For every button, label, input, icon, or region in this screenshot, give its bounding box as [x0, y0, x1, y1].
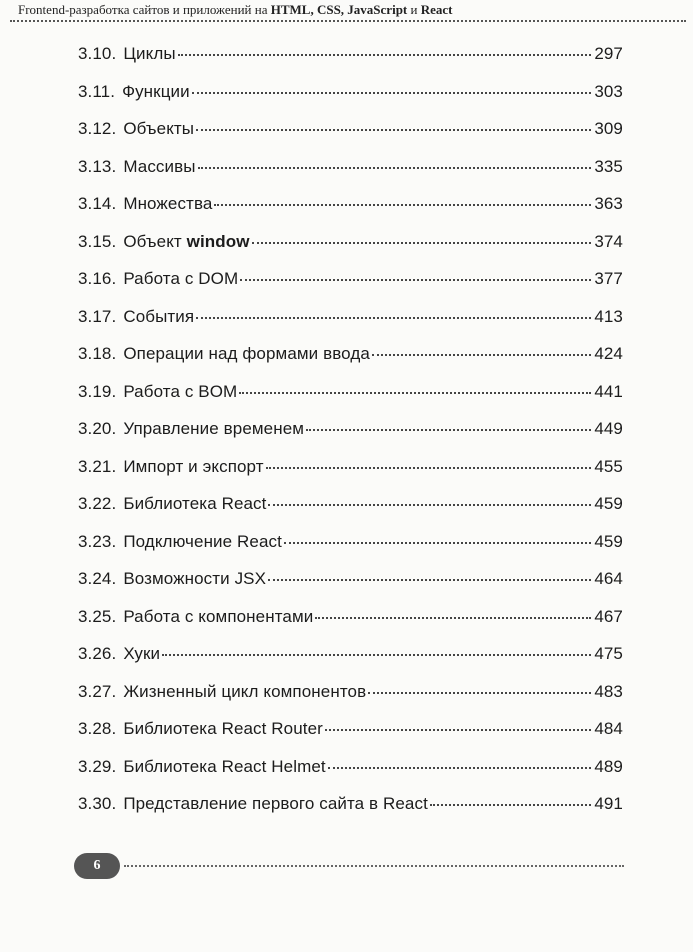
- toc-entry: [78, 344, 623, 382]
- toc-number: 3.15.: [78, 231, 117, 251]
- toc-number: 3.13.: [78, 156, 117, 176]
- book-title-bold: HTML, CSS, JavaScript: [270, 2, 408, 17]
- toc-title: Жизненный цикл компонентов: [123, 681, 367, 701]
- toc-title: Импорт и экспорт: [123, 456, 264, 476]
- toc-title-text: Объект: [123, 231, 187, 251]
- toc-entry: [78, 757, 623, 795]
- header-dotted-rule: [10, 20, 686, 22]
- toc-number: 3.30.: [78, 794, 117, 813]
- toc-title: Возможности JSX: [123, 569, 267, 588]
- toc-number: 3.14.: [78, 194, 117, 213]
- toc-number: 3.20.: [78, 419, 117, 438]
- toc-entry: [78, 194, 623, 232]
- toc-number: 3.12.: [78, 119, 117, 138]
- toc-number: 3.29.: [78, 756, 117, 776]
- toc-title: [123, 232, 249, 252]
- toc-title: Библиотека React: [123, 494, 267, 513]
- toc-entry: [78, 607, 623, 645]
- toc-title-bold: window: [186, 231, 250, 251]
- toc-page-number: 489: [594, 756, 623, 776]
- toc-page-number: 413: [594, 306, 623, 326]
- book-title: [18, 2, 452, 18]
- toc-leader-dots: [268, 504, 591, 506]
- toc-leader-dots: [178, 54, 592, 56]
- toc-leader-dots: [252, 242, 592, 244]
- toc-number: 3.16.: [78, 269, 117, 288]
- toc-number: 3.25.: [78, 606, 117, 626]
- toc-leader-dots: [162, 654, 591, 656]
- running-header: [0, 0, 693, 22]
- toc-page-number: 297: [594, 44, 623, 63]
- toc-leader-dots: [192, 92, 592, 94]
- toc-page-number: 464: [594, 569, 623, 588]
- toc-title: Множества: [123, 194, 213, 213]
- toc-number: 3.18.: [78, 344, 117, 363]
- toc-page-number: 459: [594, 494, 623, 513]
- toc-number: 3.24.: [78, 569, 117, 588]
- toc-leader-dots: [284, 542, 591, 544]
- toc-title: Работа с DOM: [123, 269, 239, 288]
- toc-page-number: 467: [594, 606, 623, 626]
- toc-entry: [78, 119, 623, 157]
- toc-title: События: [123, 306, 195, 326]
- toc-page-number: 441: [594, 381, 623, 401]
- book-title-bold2: React: [420, 2, 453, 17]
- toc-leader-dots: [196, 129, 591, 131]
- toc-page-number: 484: [594, 719, 623, 738]
- toc-leader-dots: [372, 354, 591, 356]
- toc-title: Работа с компонентами: [123, 606, 314, 626]
- toc-entry: [78, 644, 623, 682]
- toc-page-number: 455: [594, 456, 623, 476]
- toc-title: Объекты: [123, 119, 195, 138]
- toc-entry: [78, 794, 623, 832]
- toc-leader-dots: [325, 729, 591, 731]
- toc-page-number: 483: [594, 681, 623, 701]
- toc-title: Управление временем: [123, 419, 305, 438]
- toc-number: 3.21.: [78, 456, 117, 476]
- toc-title: Функции: [122, 81, 190, 101]
- toc-title: Библиотека React Router: [123, 719, 323, 738]
- toc-entry: [78, 719, 623, 757]
- toc-number: 3.10.: [78, 44, 117, 63]
- toc-number: 3.11.: [78, 81, 116, 101]
- toc-leader-dots: [368, 692, 591, 694]
- toc-title: Библиотека React Helmet: [123, 756, 326, 776]
- toc-title: Циклы: [123, 44, 176, 63]
- toc-title: Массивы: [123, 156, 196, 176]
- toc-leader-dots: [196, 317, 591, 319]
- toc-entry: [78, 494, 623, 532]
- toc-entry: [78, 532, 623, 570]
- toc-title: Хуки: [123, 644, 161, 663]
- toc-number: 3.26.: [78, 644, 117, 663]
- toc-page-number: 475: [594, 644, 623, 663]
- book-title-part1: Frontend-разработка сайтов и приложений на: [18, 2, 271, 17]
- toc-entry: [78, 307, 623, 345]
- toc-number: 3.27.: [78, 681, 117, 701]
- toc-page-number: 491: [594, 794, 623, 813]
- toc-leader-dots: [214, 204, 591, 206]
- toc-title: Представление первого сайта в React: [123, 794, 428, 813]
- footer-dotted-rule: [124, 865, 624, 867]
- toc-number: 3.17.: [78, 306, 117, 326]
- toc-page-number: 374: [594, 231, 623, 251]
- toc-number: 3.28.: [78, 719, 117, 738]
- toc-entry: [78, 157, 623, 195]
- toc-page-number: 424: [594, 344, 623, 363]
- toc-entry: [78, 569, 623, 607]
- toc-page-number: 303: [594, 81, 623, 101]
- toc-leader-dots: [306, 429, 591, 431]
- toc-leader-dots: [198, 167, 592, 169]
- toc-entry: [78, 44, 623, 82]
- toc-number: 3.23.: [78, 531, 117, 551]
- toc-leader-dots: [315, 617, 591, 619]
- page-number-badge: 6: [74, 853, 120, 879]
- toc-title: Работа с BOM: [123, 381, 238, 401]
- toc-title: Подключение React: [123, 531, 282, 551]
- toc-page-number: 449: [594, 419, 623, 438]
- toc-entry: [78, 82, 623, 120]
- toc-entry: [78, 269, 623, 307]
- toc-entry: [78, 232, 623, 270]
- toc-page-number: 377: [594, 269, 623, 288]
- toc-leader-dots: [430, 804, 591, 806]
- table-of-contents: [78, 44, 623, 832]
- book-title-part2: и: [407, 2, 421, 17]
- toc-page-number: 459: [594, 531, 623, 551]
- toc-number: 3.19.: [78, 381, 117, 401]
- toc-number: 3.22.: [78, 494, 117, 513]
- toc-leader-dots: [266, 467, 592, 469]
- toc-entry: [78, 419, 623, 457]
- toc-leader-dots: [268, 579, 591, 581]
- toc-page-number: 363: [594, 194, 623, 213]
- toc-leader-dots: [240, 279, 591, 281]
- toc-entry: [78, 382, 623, 420]
- toc-page-number: 335: [594, 156, 623, 176]
- toc-leader-dots: [328, 767, 592, 769]
- toc-leader-dots: [239, 392, 591, 394]
- toc-entry: [78, 457, 623, 495]
- toc-title: Операции над формами ввода: [123, 344, 370, 363]
- toc-page-number: 309: [594, 119, 623, 138]
- toc-entry: [78, 682, 623, 720]
